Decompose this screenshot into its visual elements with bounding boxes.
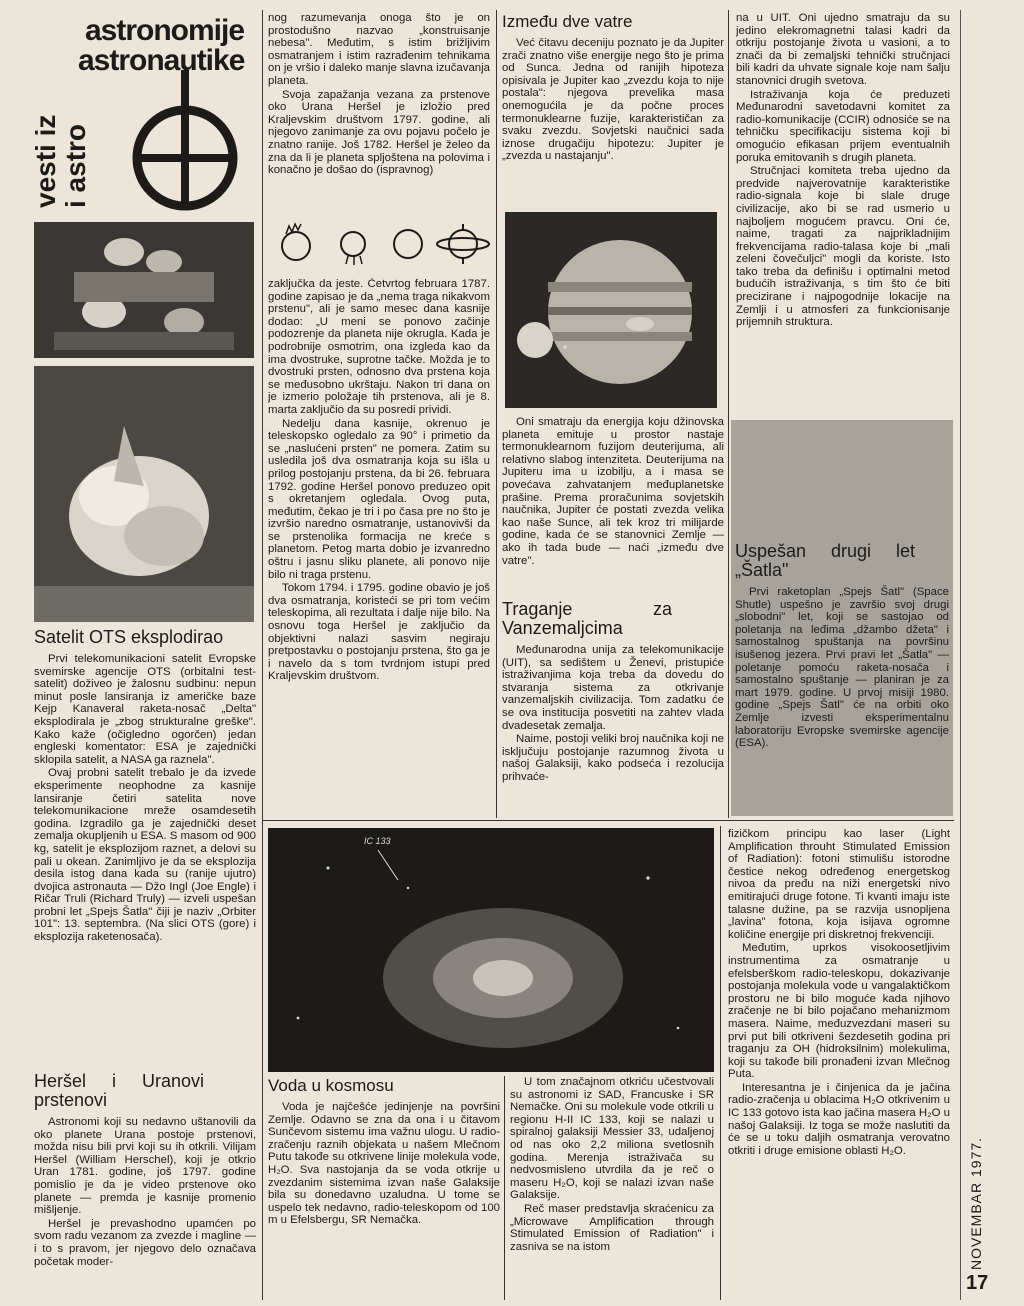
issue-date: NOVEMBAR 1977. bbox=[968, 1136, 984, 1270]
maser-paragraph: Interesantna je i činjenica da je jačina radio-zračenja u oblacima H₂O otkrivenim u IC 133 gotovo ista kao jačina masera H₂O u našoj Galaksiji. Iz toga se može naslutiti da će se u toku daljih osmatranja verovatno otkriti i druge emisione oblasti H₂O. bbox=[728, 1081, 950, 1157]
voda-title: Voda u kosmosu bbox=[268, 1076, 394, 1095]
traganje-continuation bbox=[736, 12, 950, 412]
hersel-continuation-main bbox=[268, 278, 490, 814]
col2-paragraph: Nedelju dana kasnije, okrenuo je teleskopsko ogledalo za 90° i primetio da se „naslućeni prsten" ne pomera. Zatim su usledila još dva osmatranja koja su išla u prilog postojanju prstena, da bi 26. februara 1792. godine Heršel ponovo preduzeo opit s okretanjem ogledala. Ovog puta, međutim, čekao je tri i po časa pre no što je izvršio naredno osmatranje, ustanovivši da se prstenolika formacija ne kreće s planetom. Petog marta dobio je izvanredno oštru i jasnu sliku planete, ali ponovo nije bilo ni traga prstenu. bbox=[268, 417, 490, 581]
column-divider bbox=[262, 10, 263, 1300]
hersel-continuation-top bbox=[268, 12, 490, 210]
article-ots bbox=[34, 628, 256, 1068]
col4-paragraph: Istraživanja koja će preduzeti Međunarodni savetodavni komitet za radio-komunikacije (CCIR) odnosiće se na tehničku specifikaciju sistema koji bi omogućio efikasan prijem eventualnih poruka emitovanih s drugih planeta. bbox=[736, 88, 950, 164]
traganje-paragraph: Međunarodna unija za telekomunikacije (UIT), sa sedištem u Ženevi, pristupiće istraživanjima koja treba da dovedu do stvaranja sistema za otkrivanje vanzemaljskih civilizacija. Tom zadatku će se ova institucija posvetiti na zahtev vlada dvadesetak zemalja. bbox=[502, 644, 724, 732]
logo-title-line2: astronautike bbox=[78, 44, 245, 77]
col4-paragraph: Stručnjaci komiteta treba ujedno da predvide najverovatnije karakteristike radio-signala koje bi slale druge civilizacije, ako bi se rad usmerio u najboljem mogućem pravcu. Oni će, naime, tragati za najprikladnijim frekvencijama radio-talasa koje bi „mali zeleni čovečuljci" mogli da koriste. Isto tako treba da definišu i optimalni metod budućih istraživanja, s tim što će biti precizirane i najpogodnije lokacije na Zemlji i u atmosferi za funkcionisanje prijemnih struktura. bbox=[736, 165, 950, 329]
logo-vertical-2: i astro bbox=[60, 123, 91, 208]
photo-galaxy-m33 bbox=[268, 828, 714, 1072]
article-voda bbox=[268, 1076, 500, 1300]
column-divider bbox=[720, 826, 721, 1300]
traganje-paragraph: Naime, postoji veliki broj naučnika koji ne isključuju postojanje razumnog života u našoj Galaksiji, kako podseća i rezolucija prihvaće- bbox=[502, 733, 724, 783]
galaxy-label: IC 133 bbox=[364, 836, 391, 846]
margin-rule bbox=[960, 10, 961, 1300]
page-number: 17 bbox=[966, 1272, 989, 1294]
uranus-ring-diagram bbox=[268, 214, 490, 274]
logo-vertical-1: vesti iz bbox=[30, 114, 61, 208]
photo-ots-satellite bbox=[34, 222, 254, 358]
jupiter-paragraph: Oni smatraju da energija koju džinovska planeta emituje u prostor nastaje termonuklearnom fuzijom deuterijuma, ali relativno slabog intenziteta. Deuterijuma na Jupiteru ima u izobilju, a i masa se povećava zahvatanjem međuplanetske prašine. Prema proračunima sovjetskih naučnika, Jupiter će postati zvezda velika kao naše Sunce, ali tek kroz tri milijarde godine, kada će se stanovnici Zemlje — ako ih tada bude — naći „između dve vatre". bbox=[502, 416, 724, 567]
article-jupiter-cont bbox=[502, 416, 724, 596]
voda-paragraph: U tom značajnom otkriću učestvovali su astronomi iz SAD, Francuske i SR Nemačke. Oni su molekule vode otkrili u regionu H-II IC 133, koji se nalazi u spiralnoj galaksiji Messier 33, udaljenoj od nas oko 2,2 miliona svetlosnih godina. Merenja istraživača su nedvosmisleno utvrdila da je reč o maseru H₂O, koji se nalazi izvan naše Galaksije. bbox=[510, 1076, 714, 1202]
shuttle-title: Uspešan drugi let „Šatla" bbox=[735, 542, 915, 580]
shuttle-paragraph: Prvi raketoplan „Spejs Šatl" (Space Shutle) uspešno je završio svoj drugi „slobodni" let, koji se sastojao od poletanja na leđima „džambo džeta" i samostalnog spuštanja na površinu isušenog jezera. Prvi pravi let „Šatla" — poletanje pomoću raketa-nosača i samostalno spuštanje — planiran je za mart 1979. godine. U prvoj misiji 1980. godine „Spejs Šatl" će na orbiti oko Zemlje izvesti eksperimentalnu laboratoriju Evropske svemirske agencije (ESA). bbox=[735, 586, 949, 750]
col2-paragraph: Tokom 1794. i 1795. godine obavio je još dva osmatranja, koristeći se pri tom većim teleskopima, ali rezultata i dalje nije bilo. Na osnovu toga Heršel je zaključio da objektivni nalazi sasvim negiraju pretpostavku o postojanju prstena, što ga je i navelo da s tom tvrdnjom istupi pred Kraljevskim društvom. bbox=[268, 582, 490, 683]
photo-rocket-explosion bbox=[34, 366, 254, 622]
photo-jupiter bbox=[505, 212, 717, 408]
column-divider bbox=[504, 1076, 505, 1300]
shuttle-box bbox=[731, 420, 953, 816]
traganje-title: Traganje za Vanzemaljcima bbox=[502, 600, 672, 638]
hersel-paragraph: Heršel je prevashodno upamćen po svom radu vezanom za zvezde i magline — i to s pravom, jer njegovo delo označava početak moder- bbox=[34, 1217, 256, 1268]
ots-paragraph: Ovaj probni satelit trebalo je da izvede eksperimente neophodne za kasnije lansiranje četiri satelita nove telekomunikacione mreže osamdesetih godina. Izgradilo ga je zajednički deset zemalja okupljenih u ESA. S masom od 900 kg, satelit je eksplozijom raznet, a delovi su pali u okean. Zanimljivo je da se eksplozija desila istog dana kada su (ranije ujutro) dvojica astronauta — Džo Ingl (Joe Engle) i Ričar Truli (Richard Truly) — izveli uspešan probni let „Spejs Šatla" čiji je naziv „Orbiter 101": 13. septembra. (Na slici OTS (gore) i eksplozija raketenosača). bbox=[34, 767, 256, 944]
article-shuttle bbox=[735, 542, 949, 812]
col2-paragraph: Svoja zapažanja vezana za prstenove oko Urana Heršel je izložio pred Kraljevskim društvom 1797. godine, ali njegovo zanimanje za ovu pojavu počelo je znatno ranije. Još 1782. Heršel je želeo da zna da li je planeta spljoštena na polovima i konačno je došao do (ispravnog) bbox=[268, 88, 490, 177]
article-voda-cont bbox=[510, 1076, 714, 1300]
article-maser bbox=[728, 828, 950, 1300]
hersel-title: Heršel i Uranovi prstenovi bbox=[34, 1072, 204, 1110]
column-logo bbox=[30, 8, 262, 218]
logo-title-line1: astronomije bbox=[85, 14, 245, 47]
hersel-paragraph: Astronomi koji su nedavno uštanovili da oko planete Urana postoje prstenovi, možda nisu bili prvi koji su ih otkrili. Vilijam Heršel (William Herschel), koji je otkrio Uran 1781. godine, još 1797. godine pomislio je da je video prstenove oko planete — premda je kasnije promenio mišljenje. bbox=[34, 1116, 256, 1217]
maser-paragraph: Međutim, uprkos visokoosetljivim instrumentima za osmatranje u efelsberškom radio-teleskopu, dokazivanje postojanja molekula vode u vangalaktičkom prostoru ne bi bilo moguće kada njihovo zračenje ne bi bilo pojačano mehanizmom masera. Naime, međuzvezdani maseri su prvi put bili otkriveni šezdesetih godina pri traganju za OH (hidroksilnim) molekulima, koji su takođe bili pronađeni izvan Mlečnog Puta. bbox=[728, 942, 950, 1081]
col2-paragraph: nog razumevanja onoga što je on prostodušno nazvao „konstruisanje nebesa". Međutim, s istim brižljivim osmatranjem i istim razrađenim tehnikama on je vršio i daleko manje slavna izučavanja planeta. bbox=[268, 12, 490, 87]
article-hersel bbox=[34, 1072, 256, 1300]
col2-paragraph: zaključka da jeste. Četvrtog februara 1787. godine zapisao je da „nema traga nikakvom prstenu", ali je samo mesec dana kasnije dodao: „U meni se ponovo začinje podozrenje da planeta nije okrugla. Kada je podrobnije osmotrim, ona izgleda kao da ima dvostruke, suprotne tačke. Možda je to dvostruki prsten, odnosno dva prstena koja se međusobno ukrštaju. Nakon tri dana on je izmerio položaje tih prstenova, ali je 8. marta zaključio da su posredi prividi. bbox=[268, 278, 490, 416]
col4-paragraph: na u UIT. Oni ujedno smatraju da su jedino elekromagnetni talasi kadri da otkriju postojanje života u vasioni, a to znači da bi zemaljski tehnički stručnjaci bili kadri da uhvate signale koje nam šalju stanovnici drugih svetova. bbox=[736, 12, 950, 87]
ots-paragraph: Prvi telekomunikacioni satelit Evropske svemirske agencije OTS (orbitalni test-satelit) doživeo je žalosnu sudbinu: nepun minut posle lansiranja iz američke baze Kejp Kanaveral raketa-nosač „Delta" eksplodirala je „zbog strukturalne greške". Kako kaže (očigledno ogorčen) jedan engleski komentator: ESA je zajednički sklopila satelit, a NASA ga raznela". bbox=[34, 653, 256, 766]
article-traganje bbox=[502, 600, 724, 814]
ots-title: Satelit OTS eksplodirao bbox=[34, 628, 224, 647]
voda-paragraph: Voda je najčešće jedinjenje na površini Zemlje. Odavno se zna da ona i u čitavom Sunčevom sistemu ima važnu ulogu. U radio-zračenju raznih objekata u našem Mlečnom Putu takođe su otkrivene linije molekula vode, H₂O. Sva nastojanja da se voda otkrije u zvezdanim sistemima izvan naše Galaksije bila su donedavno uzaludna. U tome se uspelo tek nedavno, radio-teleskopom od 100 m u Efelsbergu, SR Nemačka. bbox=[268, 1101, 500, 1227]
column-divider bbox=[728, 10, 729, 818]
section-divider bbox=[262, 820, 954, 821]
jupiter-paragraph: Već čitavu deceniju poznato je da Jupiter zrači znatno više energije nego što je prima od Sunca. Jedna od ranijih hipoteza opisivala je Jupiter kao „zvezdu koja to nije postala": njegova prevelika masa onemogućila je da počne proces termonuklearne fuzije, karakterističan za svaku zvezdu. Sovjetski naučnici sada iznose drugačiju hipotezu: Jupiter je „zvezda u nastajanju". bbox=[502, 37, 724, 163]
maser-paragraph: fizičkom principu kao laser (Light Amplification throuht Stimulated Emission of Radiation): fotoni stimulišu istorodne čestice nekog određenog energetskog nivoa da pređu na niži energetski nivo emitirajući druge fotone. Ti kvanti imaju iste talasne dužine, pa se razvija usnopljena „lavina" fotona, koja isijava ogromne količine energije pri diskretnoj frekvenciji. bbox=[728, 828, 950, 941]
article-jupiter bbox=[502, 12, 724, 212]
column-divider bbox=[496, 10, 497, 818]
voda-paragraph: Reč maser predstavlja skraćenicu za „Microwave Amplification through Stimulated Emission of Radiation" i zasniva se na istom bbox=[510, 1202, 714, 1253]
jupiter-title: Između dve vatre bbox=[502, 12, 633, 31]
